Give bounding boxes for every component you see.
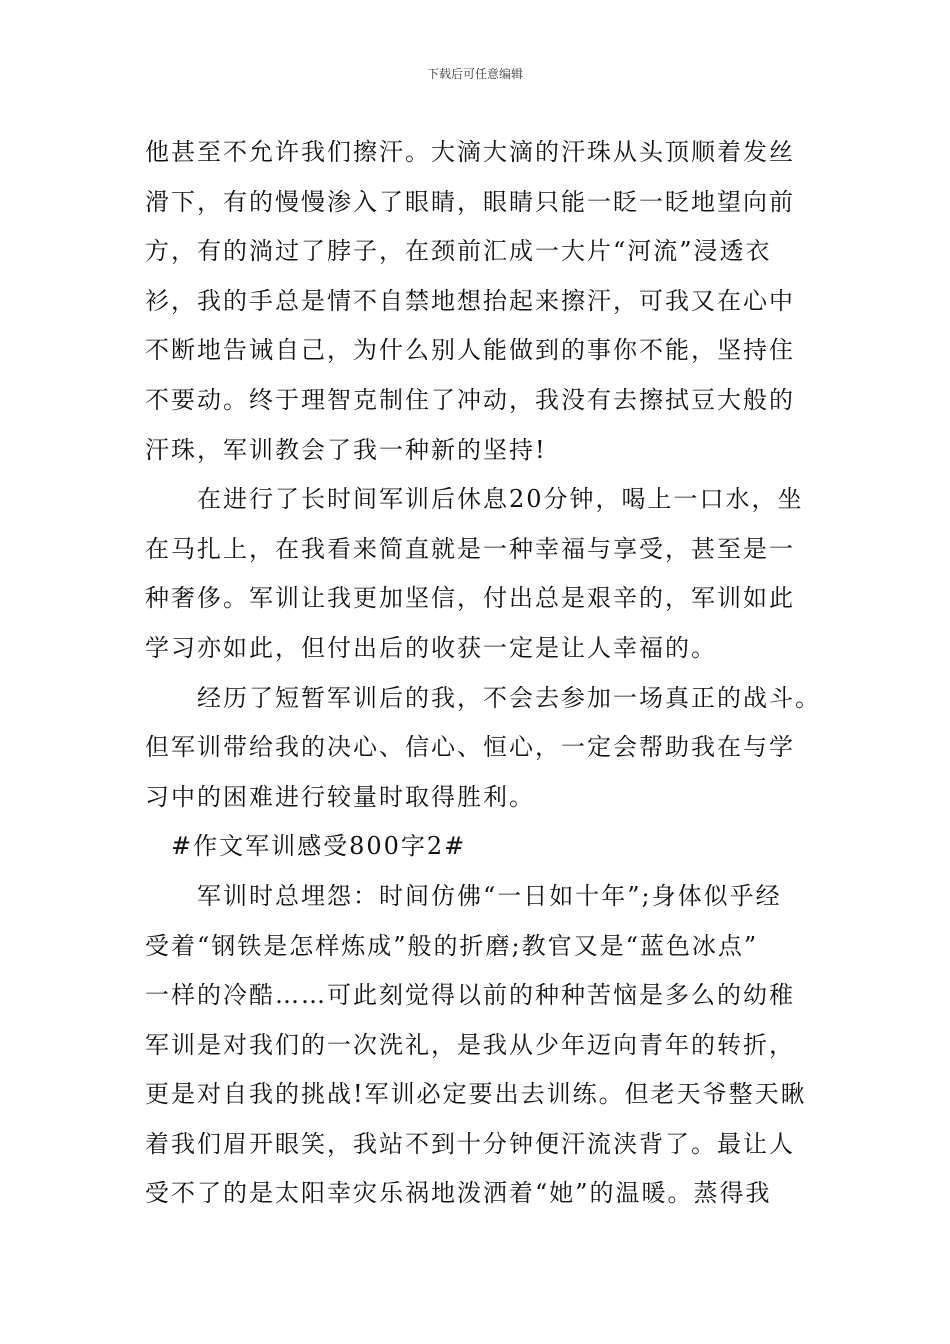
text-line: 在进行了长时间军训后休息20分钟，喝上一口水，坐 <box>145 485 804 514</box>
text-line: 方，有的淌过了脖子，在颈前汇成一大片“河流”浸透衣 <box>145 237 772 266</box>
text-line: 但军训带给我的决心、信心、恒心，一定会帮助我在与学 <box>145 733 795 762</box>
body-text <box>145 128 825 1219</box>
text-line: 着我们眉开眼笑，我站不到十分钟便汗流浃背了。最让人 <box>145 1129 795 1158</box>
text-line: 学习亦如此，但付出后的收获一定是让人幸福的。 <box>145 633 717 662</box>
text-line: 一样的冷酷……可此刻觉得以前的种种苦恼是多么的幼稚 <box>145 981 795 1010</box>
text-line: 滑下，有的慢慢渗入了眼睛，眼睛只能一眨一眨地望向前 <box>145 187 795 216</box>
text-line: 经历了短暂军训后的我，不会去参加一场真正的战斗。 <box>145 683 821 712</box>
text-line: 受不了的是太阳幸灾乐祸地泼洒着“她”的温暖。蒸得我 <box>145 1179 772 1208</box>
text-line: 习中的困难进行较量时取得胜利。 <box>145 782 535 811</box>
text-line: 不断地告诫自己，为什么别人能做到的事你不能，坚持住 <box>145 336 795 365</box>
section-heading: #作文军训感受800字2# <box>145 832 467 861</box>
text-line: 军训时总埋怨：时间仿佛“一日如十年”;身体似乎经 <box>145 881 782 910</box>
text-line: 种奢侈。军训让我更加坚信，付出总是艰辛的，军训如此 <box>145 584 795 613</box>
text-line: 他甚至不允许我们擦汗。大滴大滴的汗珠从头顶顺着发丝 <box>145 138 795 166</box>
text-line: 不要动。终于理智克制住了冲动，我没有去擦拭豆大般的 <box>145 385 795 414</box>
text-line: 汗珠，军训教会了我一种新的坚持! <box>145 435 547 464</box>
page-header: 下载后可任意编辑 <box>426 67 523 81</box>
text-line: 衫，我的手总是情不自禁地想抬起来擦汗，可我又在心中 <box>145 286 795 315</box>
text-line: 军训是对我们的一次洗礼，是我从少年迈向青年的转折， <box>145 1030 795 1059</box>
text-line: 在马扎上，在我看来简直就是一种幸福与享受，甚至是一 <box>145 534 795 563</box>
text-line: 更是对自我的挑战!军训必定要出去训练。但老天爷整天瞅 <box>145 1080 807 1109</box>
text-line: 受着“钢铁是怎样炼成”般的折磨;教官又是“蓝色冰点” <box>145 931 759 960</box>
